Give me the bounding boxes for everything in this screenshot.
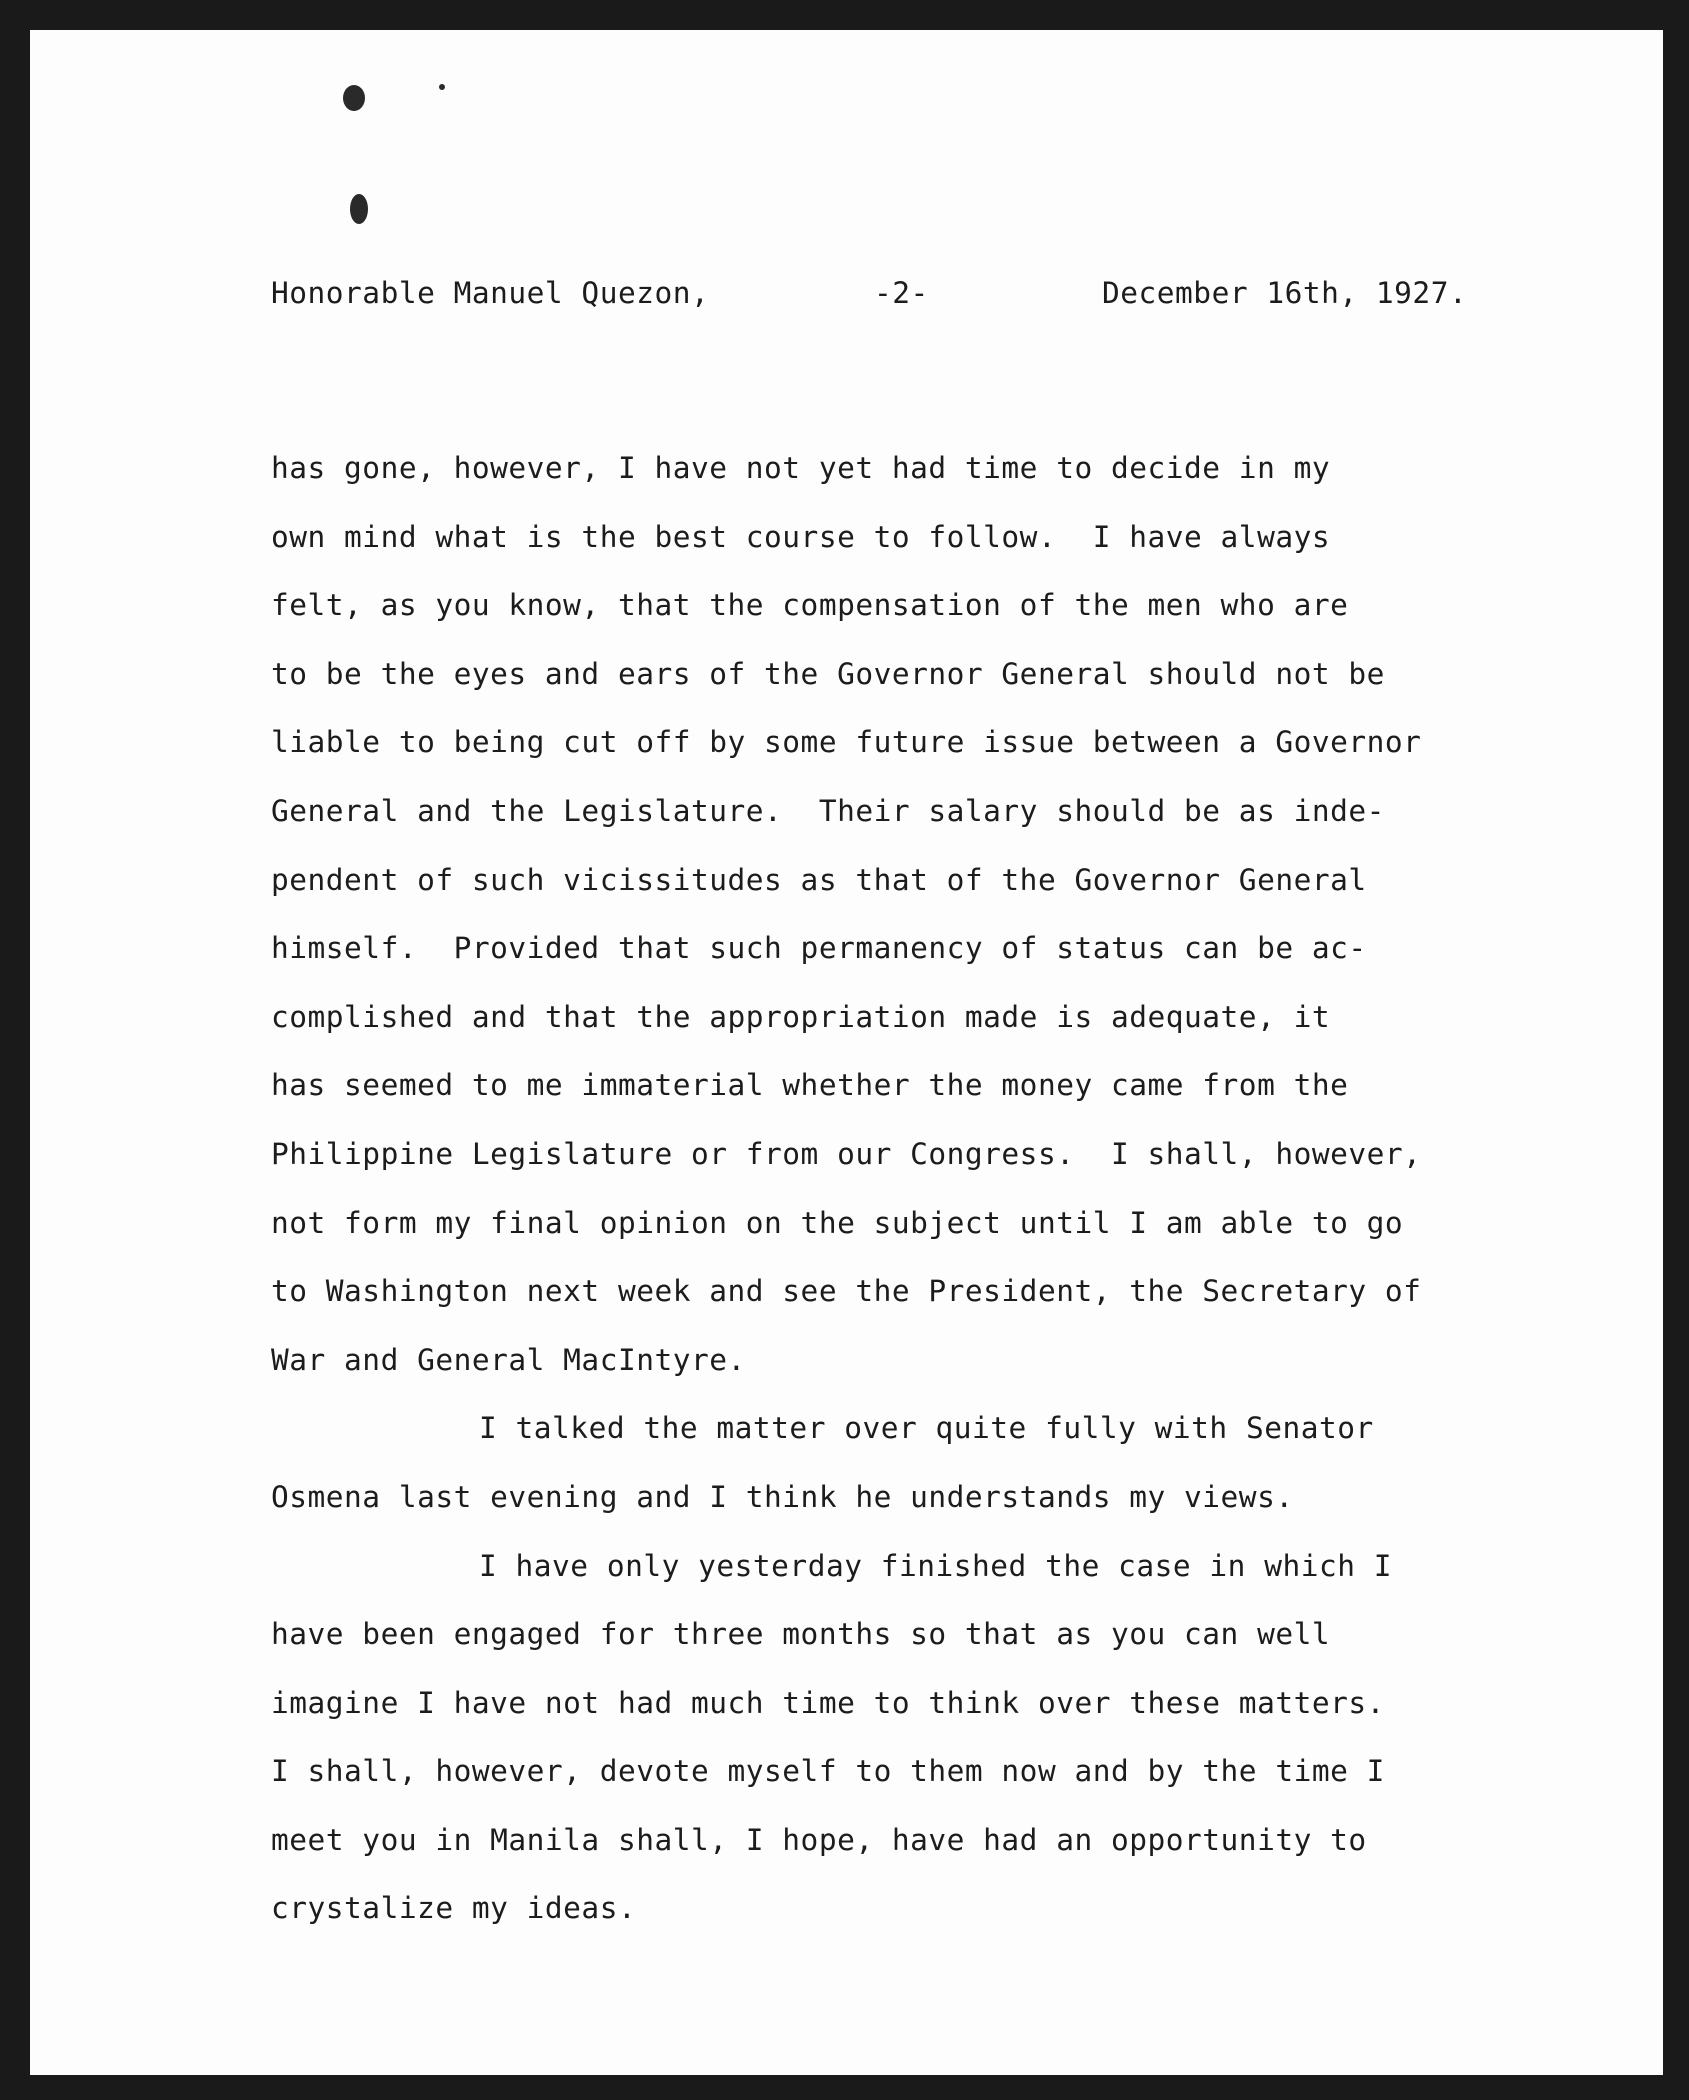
- letter-body: [271, 448, 1591, 1957]
- text-line: imagine I have not had much time to think over these matters.: [271, 1685, 1385, 1720]
- letter-page: [30, 30, 1663, 2075]
- text-line: meet you in Manila shall, I hope, have had an opportunity to: [271, 1822, 1367, 1857]
- paragraph-first-line: I talked the matter over quite fully with Senator: [479, 1411, 1374, 1446]
- text-line: felt, as you know, that the compensation of the men who are: [271, 588, 1349, 623]
- ink-blot-mark: [439, 84, 445, 90]
- text-line: own mind what is the best course to follow. I have always: [271, 519, 1331, 554]
- ink-blot-mark: [350, 194, 368, 224]
- paragraph-first-line: I have only yesterday finished the case in which I: [479, 1548, 1393, 1583]
- text-line: complished and that the appropriation made is adequate, it: [271, 999, 1331, 1034]
- text-line: Osmena last evening and I think he understands my views.: [271, 1479, 1294, 1514]
- text-line: liable to being cut off by some future issue between a Governor: [271, 725, 1422, 760]
- text-line: Philippine Legislature or from our Congress. I shall, however,: [271, 1136, 1422, 1171]
- text-line: War and General MacIntyre.: [271, 1342, 746, 1377]
- page-number: -2-: [874, 276, 929, 310]
- text-line: has seemed to me immaterial whether the money came from the: [271, 1068, 1349, 1103]
- ink-blot-mark: [343, 85, 365, 111]
- letter-date: December 16th, 1927.: [1102, 276, 1468, 310]
- text-line: General and the Legislature. Their salary should be as inde-: [271, 793, 1385, 828]
- text-line: to be the eyes and ears of the Governor General should not be: [271, 656, 1385, 691]
- letter-header: [271, 276, 1511, 316]
- text-line: have been engaged for three months so that as you can well: [271, 1617, 1331, 1652]
- text-line: has gone, however, I have not yet had time to decide in my: [271, 451, 1331, 485]
- text-line: I shall, however, devote myself to them now and by the time I: [271, 1754, 1385, 1789]
- text-line: to Washington next week and see the President, the Secretary of: [271, 1274, 1422, 1309]
- text-line: himself. Provided that such permanency of status can be ac-: [271, 931, 1367, 966]
- text-line: not form my final opinion on the subject until I am able to go: [271, 1205, 1404, 1240]
- addressee-line: Honorable Manuel Quezon,: [271, 276, 710, 310]
- text-line: crystalize my ideas.: [271, 1891, 637, 1926]
- text-line: pendent of such vicissitudes as that of the Governor General: [271, 862, 1367, 897]
